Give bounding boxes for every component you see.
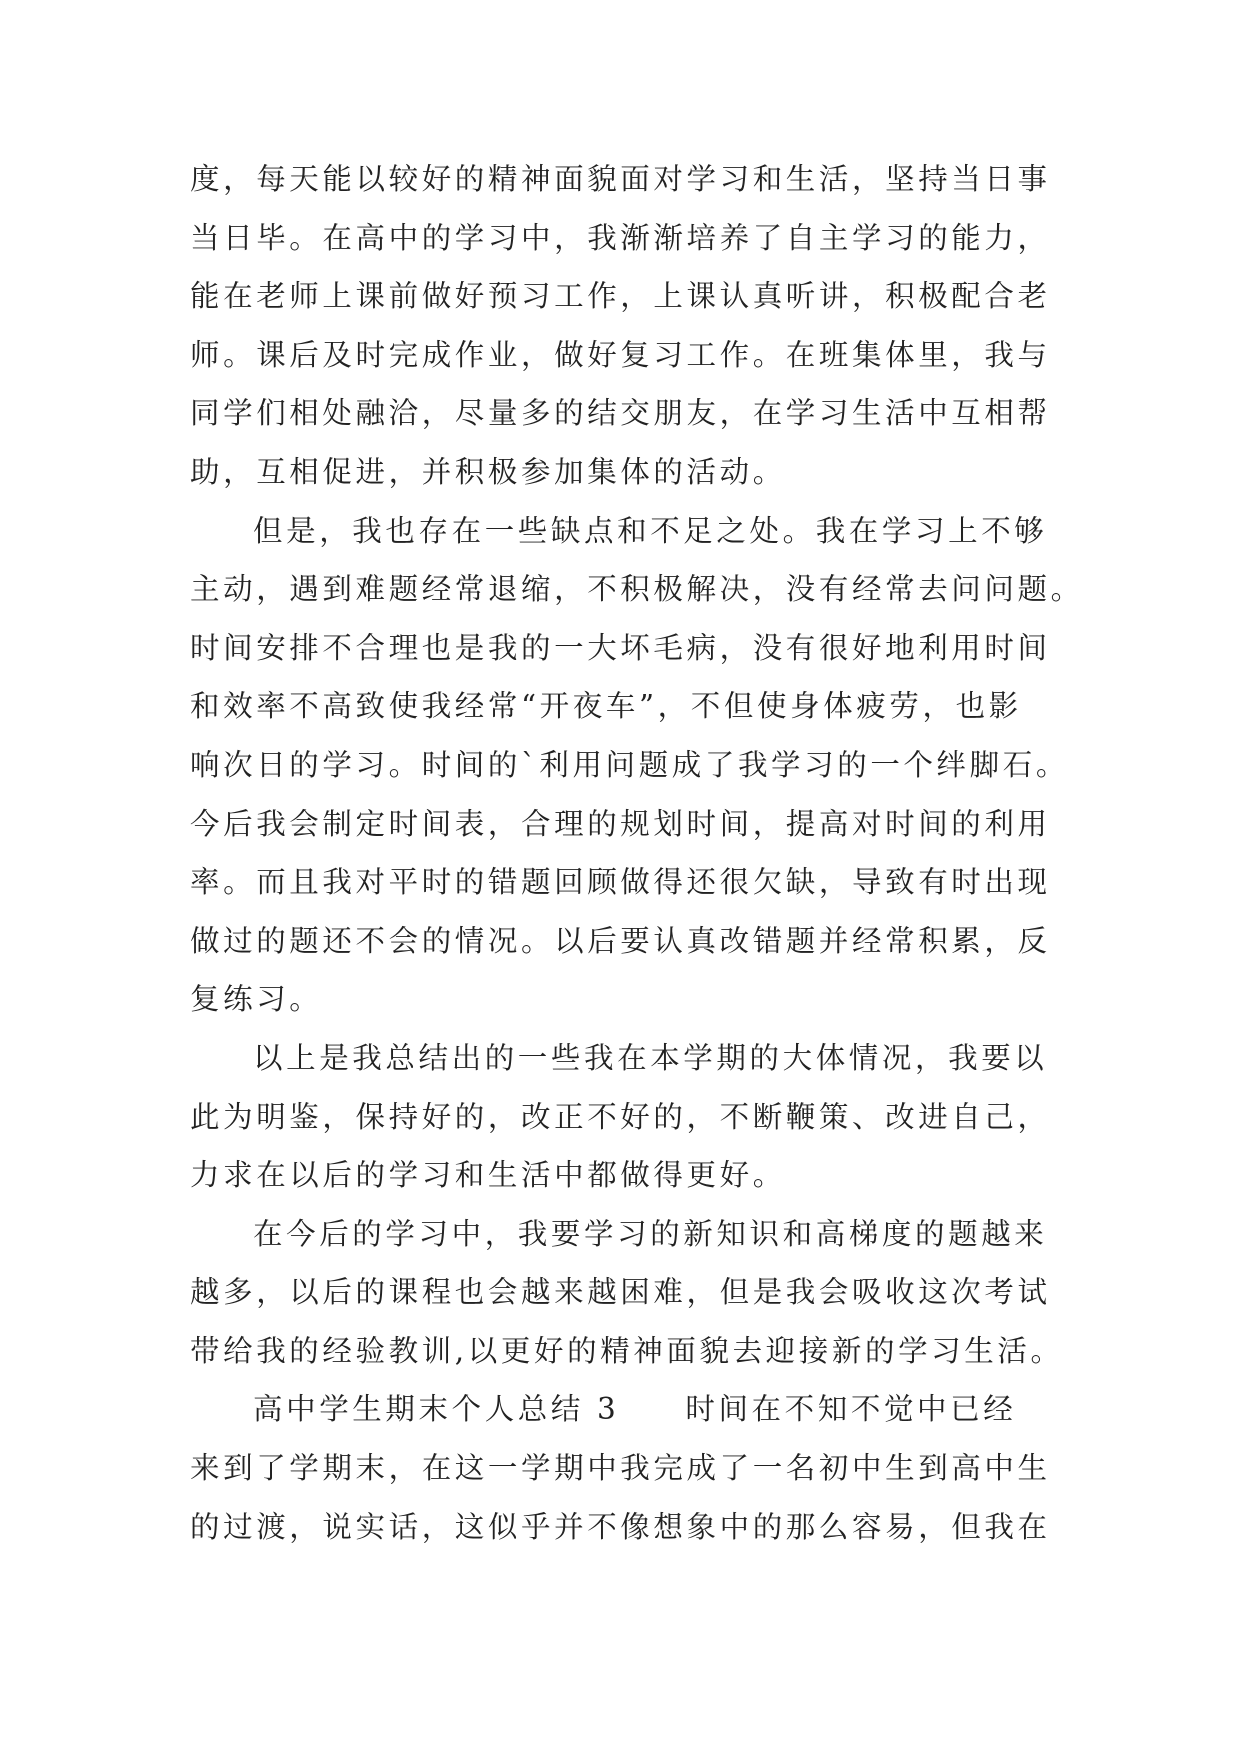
text-line: 度，每天能以较好的精神面貌面对学习和生活，坚持当日事 xyxy=(190,162,1051,196)
text-line: 今后我会制定时间表，合理的规划时间，提高对时间的利用 xyxy=(190,806,1051,841)
text-line: 带给我的经验教训,以更好的精神面貌去迎接新的学习生活。 xyxy=(190,1333,1064,1368)
paragraph xyxy=(190,502,1084,1029)
text-line: 和效率不高致使我经常“开夜车”，不但使身体疲劳，也影 xyxy=(190,689,1022,724)
paragraph xyxy=(190,150,1050,502)
text-line: 力求在以后的学习和生活中都做得更好。 xyxy=(190,1158,786,1193)
text-line: 主动，遇到难题经常退缩，不积极解决，没有经常去问问题。 xyxy=(190,572,1084,607)
text-line: 助，互相促进，并积极参加集体的活动。 xyxy=(190,454,786,489)
text-line: 能在老师上课前做好预习工作，上课认真听讲，积极配合老 xyxy=(190,279,1051,314)
text-line: 来到了学期末，在这一学期中我完成了一名初中生到高中生 xyxy=(190,1451,1051,1486)
paragraph xyxy=(190,1205,1064,1381)
text-line: 此为明鉴，保持好的，改正不好的，不断鞭策、改进自己， xyxy=(190,1099,1051,1134)
paragraph xyxy=(190,1029,1050,1205)
text-line: 同学们相处融洽，尽量多的结交朋友，在学习生活中互相帮 xyxy=(190,396,1051,431)
heading-continuation: 时间在不知不觉中已经 xyxy=(685,1392,1017,1427)
text-line: 率。而且我对平时的错题回顾做得还很欠缺，导致有时出现 xyxy=(190,865,1051,900)
heading-line xyxy=(190,1380,1050,1439)
text-line: 当日毕。在高中的学习中，我渐渐培养了自主学习的能力， xyxy=(190,220,1051,255)
text-line: 的过渡，说实话，这似乎并不像想象中的那么容易，但我在 xyxy=(190,1509,1051,1544)
paragraph xyxy=(190,1380,1050,1556)
text-line: 师。课后及时完成作业，做好复习工作。在班集体里，我与 xyxy=(190,337,1051,372)
text-line: 复练习。 xyxy=(190,982,323,1017)
text-line: 以上是我总结出的一些我在本学期的大体情况，我要以 xyxy=(253,1040,1048,1075)
text-line: 越多，以后的课程也会越来越困难，但是我会吸收这次考试 xyxy=(190,1275,1051,1310)
text-line: 响次日的学习。时间的`利用问题成了我学习的一个绊脚石。 xyxy=(190,747,1069,782)
text-line: 时间安排不合理也是我的一大坏毛病，没有很好地利用时间 xyxy=(190,630,1051,665)
text-line: 在今后的学习中，我要学习的新知识和高梯度的题越来 xyxy=(253,1216,1048,1251)
text-line: 做过的题还不会的情况。以后要认真改错题并经常积累，反 xyxy=(190,923,1051,958)
section-heading: 高中学生期末个人总结 3 xyxy=(253,1392,620,1427)
text-line: 但是，我也存在一些缺点和不足之处。我在学习上不够 xyxy=(253,513,1048,548)
document-body xyxy=(190,150,1084,1556)
